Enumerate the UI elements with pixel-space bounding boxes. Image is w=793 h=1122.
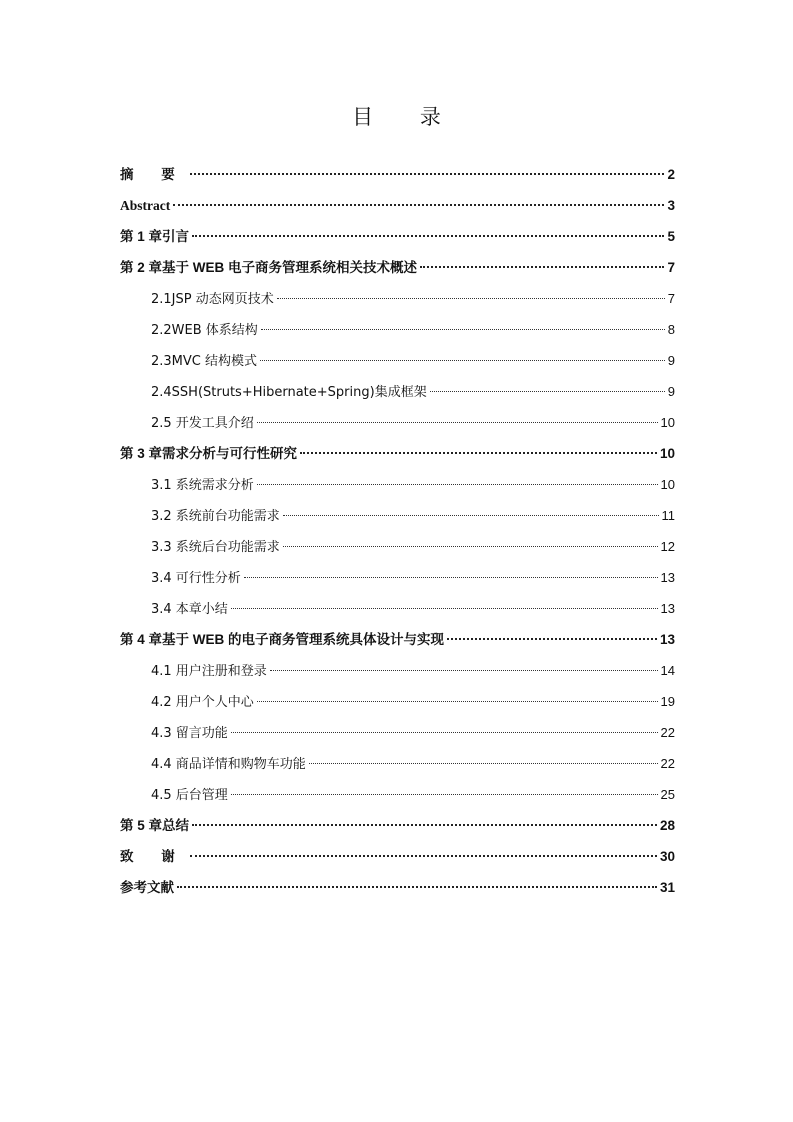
toc-dot-leader xyxy=(277,298,665,299)
toc-page-number: 8 xyxy=(667,322,675,337)
toc-entry-text: Abstract xyxy=(120,198,171,213)
toc-page-number: 13 xyxy=(660,601,675,616)
toc-dot-leader xyxy=(260,360,665,361)
toc-page-number: 25 xyxy=(660,787,675,802)
page-title: 目 录 xyxy=(352,105,461,129)
toc-dot-leader xyxy=(300,452,657,454)
toc-entry-chapter-2[interactable] xyxy=(120,255,675,286)
toc-entry-text: 第 5 章总结 xyxy=(120,818,190,833)
toc-page-number: 22 xyxy=(660,756,675,771)
toc-dot-leader xyxy=(231,794,658,795)
toc-entry-text: 3.4 可行性分析 xyxy=(151,571,241,586)
toc-entry-section-4-4[interactable] xyxy=(120,751,675,782)
toc-entry-text: 致 谢 xyxy=(120,849,187,864)
toc-entry-text: 3.2 系统前台功能需求 xyxy=(151,509,280,524)
toc-dot-leader xyxy=(177,886,657,888)
toc-entry-text: 第 3 章需求分析与可行性研究 xyxy=(120,446,298,461)
toc-page-number: 28 xyxy=(659,818,675,833)
toc-entry-section-2-3[interactable] xyxy=(120,348,675,379)
toc-entry-abstract-cn[interactable] xyxy=(120,162,675,193)
toc-dot-leader xyxy=(257,701,658,702)
toc-page-number: 3 xyxy=(667,198,675,213)
toc-page-number: 13 xyxy=(659,632,675,647)
toc-entry-text: 第 1 章引言 xyxy=(120,229,190,244)
toc-entry-text: 3.1 系统需求分析 xyxy=(151,478,254,493)
toc-page-number: 9 xyxy=(667,384,675,399)
toc-entry-text: 4.3 留言功能 xyxy=(151,726,228,741)
toc-entry-text: 2.5 开发工具介绍 xyxy=(151,416,254,431)
toc-entry-text: 3.3 系统后台功能需求 xyxy=(151,540,280,555)
toc-page-number: 13 xyxy=(660,570,675,585)
toc-entry-section-3-4-summary[interactable] xyxy=(120,596,675,627)
toc-entry-section-4-2[interactable] xyxy=(120,689,675,720)
toc-page-number: 2 xyxy=(667,167,675,182)
toc-entry-text: 3.4 本章小结 xyxy=(151,602,228,617)
toc-dot-leader xyxy=(173,204,664,206)
toc-page-number: 10 xyxy=(660,477,675,492)
toc-dot-leader xyxy=(283,515,659,516)
toc-page-number: 5 xyxy=(667,229,675,244)
toc-entry-text: 第 4 章基于 WEB 的电子商务管理系统具体设计与实现 xyxy=(120,632,445,647)
toc-entry-chapter-5[interactable] xyxy=(120,813,675,844)
toc-page-number: 10 xyxy=(659,446,675,461)
toc-page-number: 19 xyxy=(660,694,675,709)
toc-entry-section-3-1[interactable] xyxy=(120,472,675,503)
toc-entry-text: 摘 要 xyxy=(120,167,187,182)
toc-entry-text: 2.2WEB 体系结构 xyxy=(151,323,258,338)
toc-dot-leader xyxy=(231,732,658,733)
toc-entry-text: 4.4 商品详情和购物车功能 xyxy=(151,757,306,772)
toc-entry-abstract-en[interactable] xyxy=(120,193,675,224)
toc-entry-text: 2.4SSH(Struts+Hibernate+Spring)集成框架 xyxy=(151,385,427,400)
toc-page-number: 14 xyxy=(660,663,675,678)
toc-dot-leader xyxy=(283,546,658,547)
toc-entry-text: 2.3MVC 结构模式 xyxy=(151,354,257,369)
toc-dot-leader xyxy=(420,266,664,268)
toc-entry-chapter-1[interactable] xyxy=(120,224,675,255)
toc-entry-chapter-3[interactable] xyxy=(120,441,675,472)
toc-entry-text: 4.2 用户个人中心 xyxy=(151,695,254,710)
toc-entry-section-3-2[interactable] xyxy=(120,503,675,534)
toc-entry-text: 4.5 后台管理 xyxy=(151,788,228,803)
toc-entry-text: 2.1JSP 动态网页技术 xyxy=(151,292,274,307)
toc-dot-leader xyxy=(257,422,658,423)
toc-page-number: 7 xyxy=(667,291,675,306)
toc-page-number: 11 xyxy=(661,508,675,523)
toc-dot-leader xyxy=(190,173,665,175)
toc-dot-leader xyxy=(257,484,658,485)
toc-entry-section-3-3[interactable] xyxy=(120,534,675,565)
toc-page-number: 31 xyxy=(659,880,675,895)
toc-dot-leader xyxy=(190,855,657,857)
toc-dot-leader xyxy=(231,608,658,609)
toc-entry-references[interactable] xyxy=(120,875,675,906)
toc-entry-text: 4.1 用户注册和登录 xyxy=(151,664,267,679)
toc-dot-leader xyxy=(261,329,665,330)
toc-dot-leader xyxy=(192,824,657,826)
toc-dot-leader xyxy=(244,577,658,578)
toc-page-number: 30 xyxy=(659,849,675,864)
toc-dot-leader xyxy=(270,670,658,671)
toc-page-number: 22 xyxy=(660,725,675,740)
toc-page-number: 10 xyxy=(660,415,675,430)
toc-entry-section-2-1[interactable] xyxy=(120,286,675,317)
toc-entry-chapter-4[interactable] xyxy=(120,627,675,658)
toc-dot-leader xyxy=(192,235,664,237)
toc-entry-section-2-4[interactable] xyxy=(120,379,675,410)
table-of-contents xyxy=(120,162,675,906)
toc-page-number: 12 xyxy=(660,539,675,554)
toc-page-number: 7 xyxy=(667,260,675,275)
toc-page-number: 9 xyxy=(667,353,675,368)
toc-entry-text: 参考文献 xyxy=(120,880,174,895)
toc-entry-section-4-5[interactable] xyxy=(120,782,675,813)
toc-entry-section-4-3[interactable] xyxy=(120,720,675,751)
toc-entry-section-2-2[interactable] xyxy=(120,317,675,348)
toc-dot-leader xyxy=(447,638,657,640)
toc-entry-text: 第 2 章基于 WEB 电子商务管理系统相关技术概述 xyxy=(120,260,418,275)
toc-entry-section-3-4[interactable] xyxy=(120,565,675,596)
toc-entry-section-2-5[interactable] xyxy=(120,410,675,441)
toc-entry-section-4-1[interactable] xyxy=(120,658,675,689)
toc-dot-leader xyxy=(309,763,658,764)
toc-dot-leader xyxy=(430,391,665,392)
toc-entry-acknowledgements[interactable] xyxy=(120,844,675,875)
